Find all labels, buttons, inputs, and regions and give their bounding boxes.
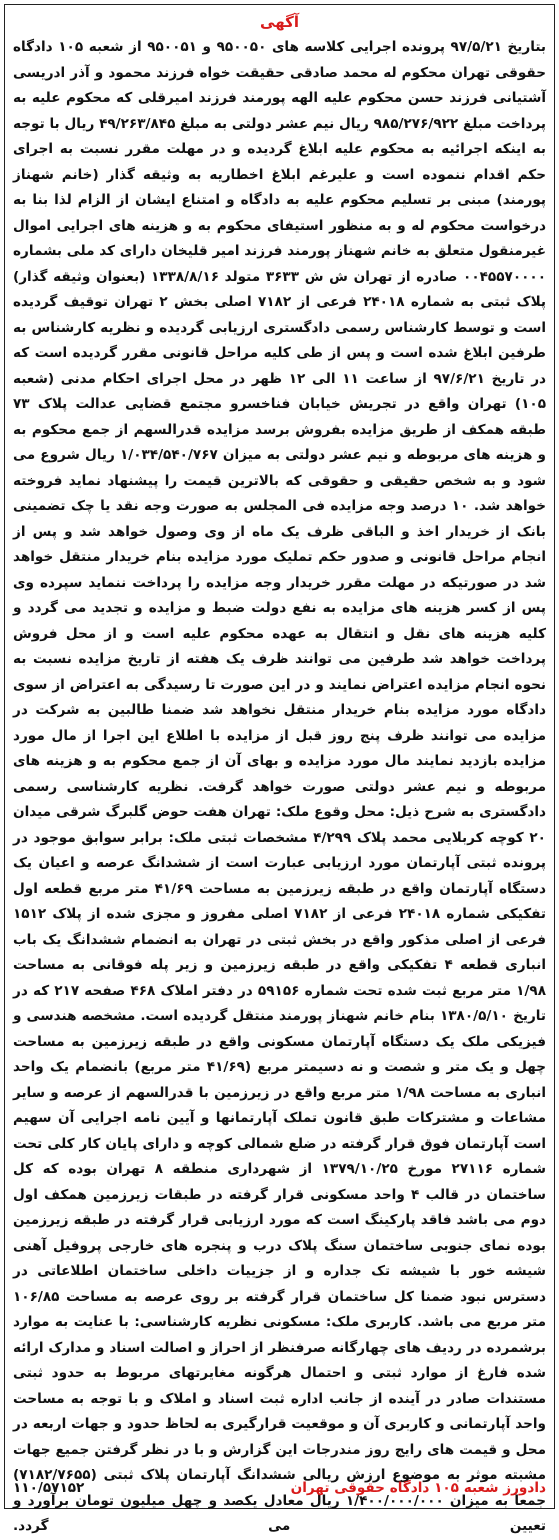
notice-footer <box>13 1474 546 1502</box>
notice-body-text: بتاریخ ۹۷/۵/۲۱ پرونده اجرایی کلاسه های ۹۵۰۰۵۰ و ۹۵۰۰۵۱ از شعبه ۱۰۵ دادگاه حقوقی تهران محکوم له محمد صادقی حقیقت خواه فرزند محمود و آذر ادریسی آشتیانی فرزند حسن محکوم علیه الهه پورمند فرزند امیرقلی که محکوم علیه به پرداخت مبلغ ۹۸۵/۲۷۶/۹۲۲ ریال نیم عشر دولتی به مبلغ ۴۹/۲۶۳/۸۴۵ ریال با توجه به اینکه اجرائیه به محکوم علیه ابلاغ گردیده و در مهلت مقرر نسبت به اجرای حکم اقدام ننموده است و علیرغم ابلاغ اخطاریه به وثیقه گذار (خانم شهناز پورمند) مبنی بر تسلیم محکوم علیه به دادگاه و امتناع ایشان از الزام لذا بنا به درخواست محکوم له و به منظور استیفای محکوم به و هزینه های اجرایی اموال غیرمنقول متعلق به خانم شهناز پورمند فرزند امیر قلیخان دارای کد ملی بشماره ۰۰۴۵۵۷۰۰۰۰ صادره از تهران ش ش ۳۶۳۳ متولد ۱۳۳۸/۸/۱۶ (بعنوان وثیقه گذار) پلاک ثبتی به شماره ۲۴۰۱۸ فرعی از ۷۱۸۲ اصلی بخش ۲ تهران توقیف گردیده است و توسط کارشناس رسمی دادگستری ارزیابی گردیده و نظریه کارشناس به طرفین ابلاغ شده است و پس از طی کلیه مراحل قانونی مقرر گردیده است که در تاریخ ۹۷/۶/۲۱ از ساعت ۱۱ الی ۱۲ ظهر در محل اجرای احکام مدنی (شعبه ۱۰۵) تهران واقع در تجریش خیابان فناخسرو مجتمع قضایی عدالت پلاک ۷۳ طبقه همکف از طریق مزایده بفروش برسد مزایده قدرالسهم از جمع محکوم به و هزینه های مربوطه و نیم عشر دولتی به میزان ۱/۰۳۴/۵۴۰/۷۶۷ ریال شروع می شود و به شخص حقیقی و حقوقی که بالاترین قیمت را پیشنهاد نماید فروخته خواهد شد. ۱۰ درصد وجه مزایده فی المجلس به صورت وجه نقد یا چک تضمینی بانک از خریدار اخذ و الباقی ظرف یک ماه از وی وصول خواهد شد و پس از انجام مراحل قانونی و صدور حکم تملیک مورد مزایده بنام خریدار منتقل خواهد شد در صورتیکه در مهلت مقرر خریدار وجه مزایده را پرداخت ننماید سپرده وی پس از کسر هزینه های مزایده به نفع دولت ضبط و مزایده و تجدید می گردد و کلیه هزینه های نقل و انتقال به عهده محکوم علیه است و از محل فروش پرداخت خواهد شد طرفین می توانند ظرف یک هفته از تاریخ مزایده نسبت به نحوه انجام مزایده اعتراض نمایند و در این صورت تا رسیدگی به اعتراض از سوی دادگاه مورد مزایده بنام خریدار منتقل نخواهد شد ضمنا طالبین به شرکت در مزایده می توانند ظرف پنج روز قبل از مزایده با اطلاع این اجرا از مال مورد مزایده بازدید نمایند مال مورد مزایده و بهای آن از جمع محکوم به و هزینه های مربوطه و نیم عشر دولتی صورت خواهد گرفت. نظریه کارشناسی رسمی دادگستری به شرح ذیل: محل وقوع ملک: تهران هفت حوض گلبرگ شرقی میدان ۲۰ کوچه کربلایی محمد پلاک ۴/۲۹۹ مشخصات ثبتی ملک: برابر سوابق موجود در پرونده ثبتی آپارتمان مورد ارزیابی عبارت است از ششدانگ عرصه و اعیان یک دستگاه آپارتمان واقع در طبقه زیرزمین به مساحت ۴۱/۶۹ متر مربع قطعه اول تفکیکی شماره ۲۴۰۱۸ فرعی از ۷۱۸۲ اصلی مفروز و مجزی شده از پلاک ۱۵۱۲ فرعی از اصلی مذکور واقع در بخش ثبتی در تهران به انضمام ششدانگ یک باب انباری قطعه ۴ تفکیکی واقع در طبقه زیرزمین و زیر پله فوقانی به مساحت ۱/۹۸ متر مربع ثبت شده تحت شماره ۵۹۱۵۶ در دفتر املاک ۴۶۸ صفحه ۲۱۷ که در تاریخ ۱۳۸۰/۵/۱۰ بنام خانم شهناز پورمند منتقل گردیده است. مشخصه هندسی و فیزیکی ملک یک دستگاه آپارتمان مسکونی واقع در طبقه زیرزمین به مساحت چهل و یک متر و شصت و نه دسیمتر مربع (۴۱/۶۹ متر مربع) بانضمام یک واحد انباری به مساحت ۱/۹۸ متر مربع واقع در زیرزمین با قدرالسهم از عرصه و سایر مشاعات و مشترکات طبق قانون تملک آپارتمانها و آیین نامه اجرایی آن سهیم است آپارتمان فوق قرار گرفته در ضلع شمالی کوچه و دارای پایان کار کلی تحت شماره ۲۷۱۱۶ مورخ ۱۳۷۹/۱۰/۲۵ از شهرداری منطقه ۸ تهران بوده که کل ساختمان در قالب ۴ واحد مسکونی قرار گرفته در طبقات زیرزمین همکف اول دوم می باشد فاقد پارکینگ است که مورد ارزیابی قرار گرفته در طبقه زیرزمین بوده نمای جنوبی ساختمان سنگ پلاک درب و پنجره های خارجی پروفیل آهنی شیشه خور با شیشه تک جداره و از جزییات داخلی ساختمان اطلاعاتی در دسترس نبود ضمنا کل ساختمان قرار گرفته بر روی عرصه به مساحت ۱۰۶/۸۵ متر مربع می باشد. کاربری ملک: مسکونی نظریه کارشناسی: با عنایت به موارد برشمرده در ردیف های چهارگانه صرفنظر از احراز و اصالت اسناد و مدارک ارائه شده فارغ از موارد ثبتی و احتمال هرگونه مغایرتهای مربوط به حدود ثبتی مستندات صادر در آینده از جانب اداره ثبت اسناد و املاک و با توجه به مساحت واحد آپارتمانی و کاربری آن و موقعیت قرارگیری به لحاظ حدود و جهات اربعه در محل و قیمت های رایج روز مندرجات این گزارش و با در نظر گرفتن جمیع جهات مشبته موثر به موضوع ارزش ریالی ششدانگ آپارتمان پلاک ثبتی (۷۱۸۲/۷۶۵۵) جمعا به میزان ۱/۴۰۰/۰۰۰/۰۰۰ ریال معادل یکصد و چهل میلیون تومان برآورد و تعیین می گردد. <box>13 39 547 1534</box>
notice-frame <box>4 4 555 1534</box>
ad-code: ۱۱۰/۵۷۱۵۲ <box>13 1480 85 1496</box>
notice-title: آگهی <box>260 13 299 31</box>
signature-line: دادورز شعبه ۱۰۵ دادگاه حقوقی تهران <box>290 1480 546 1496</box>
